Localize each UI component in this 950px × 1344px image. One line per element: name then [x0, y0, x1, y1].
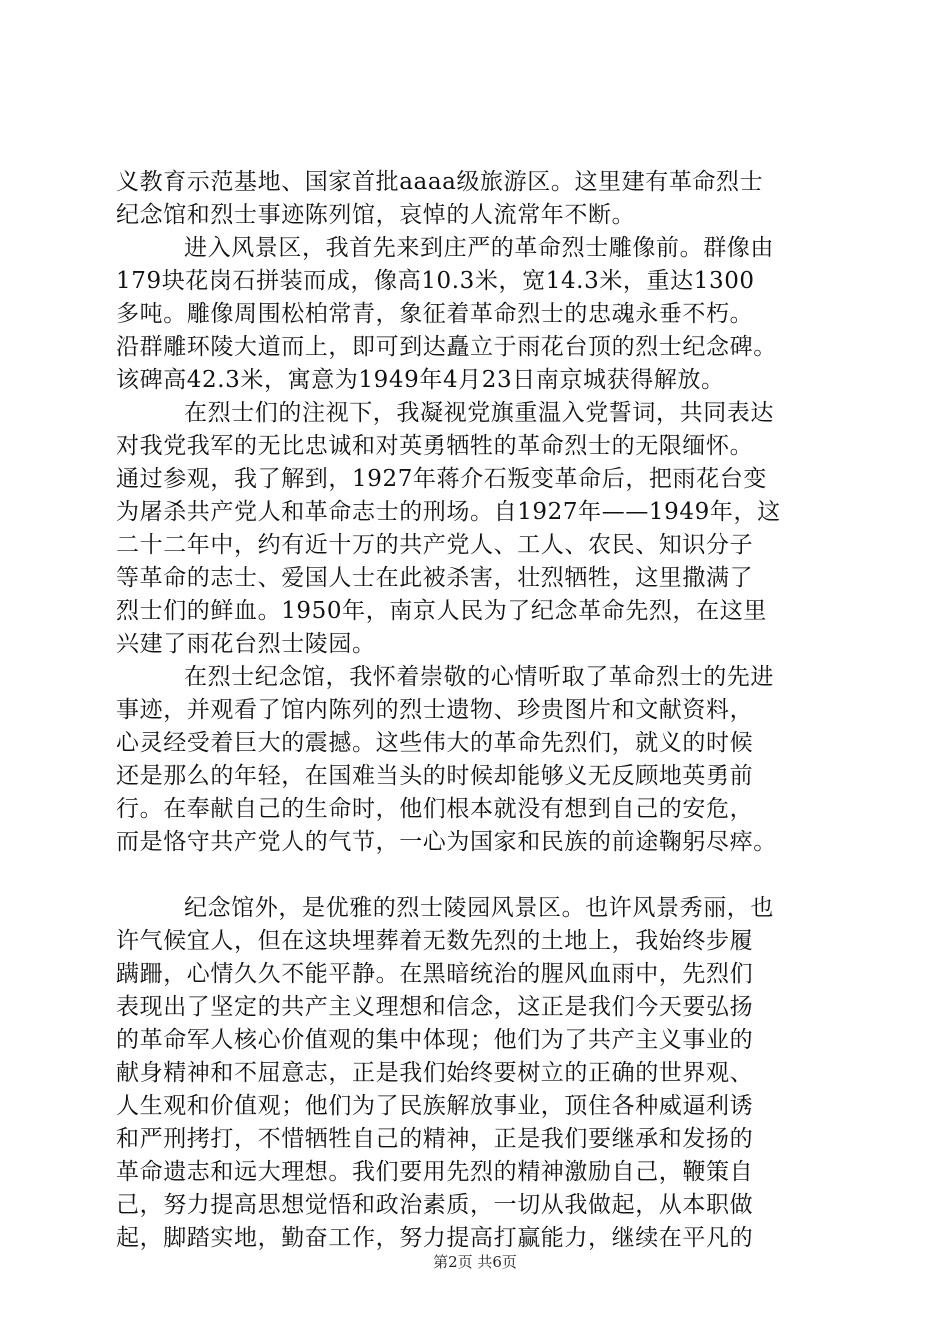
text-line: 该碑高42.3米，寓意为1949年4月23日南京城获得解放。 — [116, 367, 725, 393]
text-line: 革命遗志和远大理想。我们要用先烈的精神激励自己，鞭策自 — [116, 1159, 754, 1185]
text-line: 沿群雕环陵大道而上，即可到达矗立于雨花台顶的烈士纪念碑。 — [116, 334, 777, 360]
text-line: 通过参观，我了解到，1927年蒋介石叛变革命后，把雨花台变 — [116, 466, 767, 492]
text-line: 的革命军人核心价值观的集中体现；他们为了共产主义事业的 — [116, 1027, 754, 1053]
text-line: 为屠杀共产党人和革命志士的刑场。自1927年——1949年，这 — [116, 499, 781, 525]
text-line: 己，努力提高思想觉悟和政治素质，一切从我做起，从本职做 — [116, 1192, 754, 1218]
text-line: 人生观和价值观；他们为了民族解放事业，顶住各种威逼利诱 — [116, 1093, 754, 1119]
text-line: 纪念馆外，是优雅的烈士陵园风景区。也许风景秀丽，也 — [184, 895, 774, 921]
text-line: 对我党我军的无比忠诚和对英勇牺牲的革命烈士的无限缅怀。 — [116, 433, 754, 459]
text-line: 多吨。雕像周围松柏常青，象征着革命烈士的忠魂永垂不朽。 — [116, 301, 754, 327]
text-line: 和严刑拷打，不惜牺牲自己的精神，正是我们要继承和发扬的 — [116, 1126, 754, 1152]
text-line: 起，脚踏实地，勤奋工作，努力提高打赢能力，继续在平凡的 — [116, 1225, 754, 1251]
text-line: 纪念馆和烈士事迹陈列馆，哀悼的人流常年不断。 — [116, 202, 636, 228]
blank-line — [116, 859, 836, 892]
text-line: 心灵经受着巨大的震撼。这些伟大的革命先烈们，就义的时候 — [116, 730, 754, 756]
text-line: 还是那么的年轻，在国难当头的时候却能够义无反顾地英勇前 — [116, 763, 754, 789]
text-line: 二十二年中，约有近十万的共产党人、工人、农民、知识分子 — [116, 532, 754, 558]
text-line: 表现出了坚定的共产主义理想和信念，这正是我们今天要弘扬 — [116, 994, 754, 1020]
text-line: 兴建了雨花台烈士陵园。 — [116, 631, 376, 657]
text-line: 等革命的志士、爱国人士在此被杀害，壮烈牺牲，这里撒满了 — [116, 565, 754, 591]
text-line: 烈士们的鲜血。1950年，南京人民为了纪念革命先烈，在这里 — [116, 598, 767, 624]
document-body — [116, 166, 836, 1255]
text-line: 义教育示范基地、国家首批aaaa级旅游区。这里建有革命烈士 — [116, 169, 764, 195]
text-line: 献身精神和不屈意志，正是我们始终要树立的正确的世界观、 — [116, 1060, 754, 1086]
text-line: 在烈士纪念馆，我怀着崇敬的心情听取了革命烈士的先进 — [184, 664, 774, 690]
text-line: 蹒跚，心情久久不能平静。在黑暗统治的腥风血雨中，先烈们 — [116, 961, 754, 987]
text-line: 许气候宜人，但在这块埋葬着无数先烈的土地上，我始终步履 — [116, 928, 754, 954]
text-line: 行。在奉献自己的生命时，他们根本就没有想到自己的安危， — [116, 796, 754, 822]
text-line: 在烈士们的注视下，我凝视党旗重温入党誓词，共同表达 — [184, 400, 774, 426]
text-line: 而是恪守共产党人的气节，一心为国家和民族的前途鞠躬尽瘁。 — [116, 829, 777, 855]
page-footer: 第2页 共6页 — [433, 1253, 517, 1271]
text-line: 事迹，并观看了馆内陈列的烈士遗物、珍贵图片和文献资料， — [116, 697, 754, 723]
text-line: 进入风景区，我首先来到庄严的革命烈士雕像前。群像由 — [184, 235, 774, 261]
text-line: 179块花岗石拼装而成，像高10.3米，宽14.3米，重达1300 — [116, 268, 755, 294]
